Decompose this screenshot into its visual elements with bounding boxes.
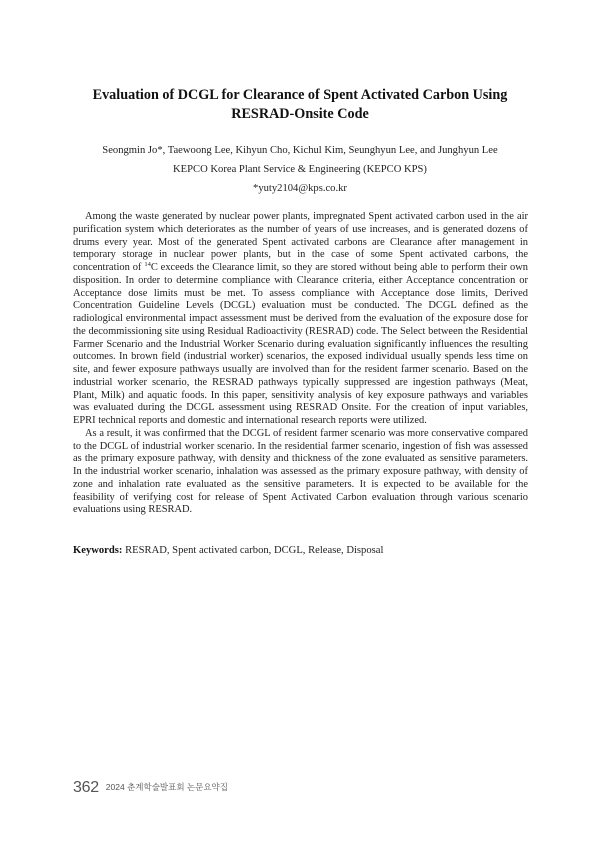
title-line-1: Evaluation of DCGL for Clearance of Spent Activated Carbon Using bbox=[92, 87, 508, 103]
author-block bbox=[60, 141, 540, 198]
corresponding-email: *yuty2104@kps.co.kr bbox=[253, 183, 347, 194]
keywords-label: Keywords: bbox=[73, 545, 123, 556]
affiliation: KEPCO Korea Plant Service & Engineering (KEPCO KPS) bbox=[173, 164, 427, 175]
page-footer bbox=[73, 779, 228, 797]
abstract-p1-part-b: exceeds the Clearance limit, so they are stored without being able to perform their own disposition. In order to determine compliance with Clearance criteria, either Acceptance concentration or Acceptance dose limits must be met. To assess compliance with Acceptance dose limits, Derived Concentration Guideline Levels (DCGL) evaluation must be conducted. The DCGL defined as the radiological environmental impact assessment must be derived from the evaluation of the exposure dose for the decommissioning site using Residual Radioactivity (RESRAD) code. The Select between the Residential Farmer Scenario and the Industrial Worker Scenario during evaluation significantly influences the resulting outcomes. In brown field (industrial worker) scenarios, the exposed individual usually spends less time on site, and fewer exposure pathways usually are involved than for the resident farmer scenario. Based on the industrial worker scenario, the RESRAD pathways typically suppressed are ingestion pathways (Meat, Plant, Milk) and aquatic foods. In this paper, sensitivity analysis of key exposure pathways and variables was evaluated during the DCGL assessment using RESRAD Onsite. For the creation of input variables, EPRI technical reports and domestic and international research reports were utilized. bbox=[73, 262, 528, 426]
abstract-paragraph-2: As a result, it was confirmed that the DCGL of resident farmer scenario was more conservative compared to the DCGL of industrial worker scenario. In the residential farmer scenario, ingestion of fish was assessed as the primary exposure pathway, with density and thickness of the zone evaluated as sensitive parameters. In the industrial worker scenario, inhalation was assessed as the primary exposure pathway, with density of zone and inhalation rate evaluated as the sensitive parameters. It is expected to be available for the feasibility of verifying cost for release of Spent Activated Carbon evaluation through various scenario evaluations using RESRAD. bbox=[73, 427, 528, 516]
isotope-symbol: C bbox=[150, 262, 158, 273]
abstract-p1-part-a: Among the waste generated by nuclear power plants, impregnated Spent activated carbon used in the air purification system which deteriorates as the number of years of use increases, and is generated dozens of drums every year. Most of the generated Spent activated carbons are Clearance after management in temporary storage in nuclear power plants, but in the case of some Spent activated carbons, the concentration of bbox=[73, 211, 528, 273]
proceedings-title: 2024 춘계학술발표회 논문요약집 bbox=[105, 782, 228, 792]
isotope-mass-number: 14 bbox=[144, 261, 151, 268]
page-number: 362 bbox=[73, 779, 99, 796]
paper-title bbox=[60, 86, 540, 124]
keywords-list: RESRAD, Spent activated carbon, DCGL, Release, Disposal bbox=[122, 545, 384, 556]
keywords-line bbox=[73, 544, 528, 557]
author-list: Seongmin Jo*, Taewoong Lee, Kihyun Cho, Kichul Kim, Seunghyun Lee, and Junghyun Lee bbox=[102, 145, 498, 156]
abstract bbox=[73, 211, 528, 517]
abstract-paragraph-1 bbox=[73, 211, 528, 428]
title-line-2: RESRAD-Onsite Code bbox=[231, 106, 369, 122]
